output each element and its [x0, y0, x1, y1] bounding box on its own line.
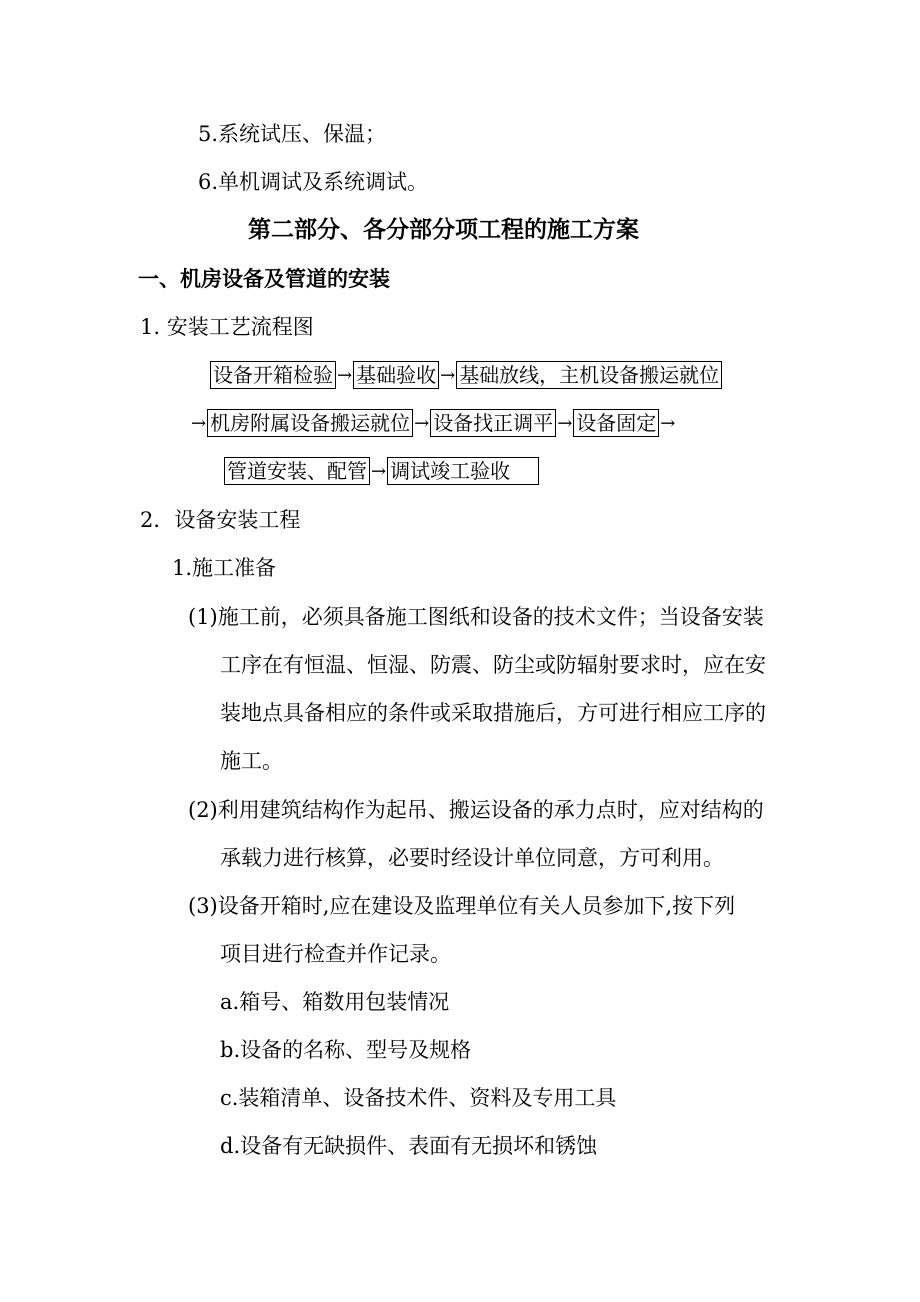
- para-1-line-3: 装地点具备相应的条件或采取措施后，方可进行相应工序的: [220, 701, 766, 725]
- check-item-d: d.设备有无缺损件、表面有无损坏和锈蚀: [220, 1134, 598, 1158]
- sub-heading-prep: 1.施工准备: [172, 556, 277, 580]
- flow-step-piping: 管道安装、配管: [224, 457, 370, 485]
- flow-row-2: [190, 408, 676, 438]
- flow-step-layout-move-main: 基础放线，主机设备搬运就位: [456, 361, 722, 389]
- para-3-line-2: 项目进行检查并作记录。: [220, 942, 451, 966]
- arrow-right-icon: →: [191, 412, 207, 434]
- flow-step-commission: 调试竣工验收: [387, 457, 539, 485]
- flow-row-1: [210, 360, 722, 390]
- flow-step-fix: 设备固定: [573, 409, 659, 437]
- flow-step-aux-move: 机房附属设备搬运就位: [207, 409, 413, 437]
- para-2-line-2: 承载力进行核算，必要时经设计单位同意，方可利用。: [220, 846, 724, 870]
- check-item-c: c.装箱清单、设备技术件、资料及专用工具: [220, 1086, 617, 1110]
- list-item-5: 5.系统试压、保温；: [198, 122, 387, 146]
- para-2-line-1: (2)利用建筑结构作为起吊、搬运设备的承力点时，应对结构的: [188, 798, 764, 822]
- check-item-a: a.箱号、箱数用包装情况: [220, 990, 450, 1014]
- arrow-right-icon: →: [337, 364, 353, 386]
- item-1-heading: 1. 安装工艺流程图: [140, 315, 314, 339]
- arrow-right-icon: →: [440, 364, 456, 386]
- list-item-6: 6.单机调试及系统调试。: [198, 170, 429, 194]
- check-item-b: b.设备的名称、型号及规格: [220, 1038, 472, 1062]
- arrow-right-icon: →: [660, 412, 676, 434]
- flow-step-foundation-accept: 基础验收: [353, 361, 439, 389]
- para-1-line-4: 施工。: [220, 749, 283, 773]
- arrow-right-icon: →: [414, 412, 430, 434]
- flow-step-unpack-inspect: 设备开箱检验: [210, 361, 336, 389]
- flow-row-3: [224, 456, 539, 486]
- arrow-right-icon: →: [557, 412, 573, 434]
- para-1-line-2: 工序在有恒温、恒湿、防震、防尘或防辐射要求时，应在安: [220, 653, 766, 677]
- para-3-line-1: (3)设备开箱时,应在建设及监理单位有关人员参加下,按下列: [188, 894, 736, 918]
- section-heading: 一、机房设备及管道的安装: [138, 266, 390, 291]
- item-2-heading: 2．设备安装工程: [140, 508, 301, 532]
- para-1-line-1: (1)施工前，必须具备施工图纸和设备的技术文件；当设备安装: [188, 605, 764, 629]
- flow-step-align-level: 设备找正调平: [430, 409, 556, 437]
- arrow-right-icon: →: [371, 460, 387, 482]
- part-title: 第二部分、各分部分项工程的施工方案: [248, 216, 639, 243]
